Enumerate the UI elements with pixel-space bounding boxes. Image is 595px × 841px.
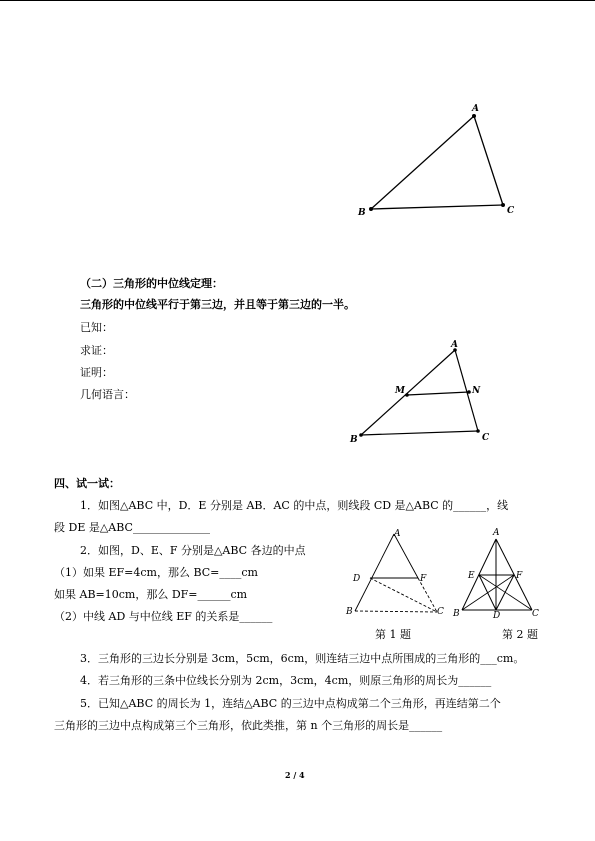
label-e: E: [468, 571, 475, 581]
section-title-try: 四、试一试：: [54, 477, 120, 490]
midline-triangle-figure: [345, 338, 505, 448]
page-number: 2 / 4: [285, 770, 305, 780]
point-c: [476, 429, 480, 433]
point-c: [501, 203, 505, 207]
point-m: [405, 393, 409, 397]
figure-caption-q1: 第 1 题: [375, 628, 411, 641]
question-2-part1: （1）如果 EF=4cm，那么 BC=____cm: [54, 566, 258, 579]
label-c: C: [482, 433, 490, 443]
label-c: C: [507, 206, 515, 216]
label-prove: 求证：: [80, 344, 113, 357]
label-m: M: [395, 386, 405, 396]
label-c: C: [437, 607, 444, 617]
segment-ab: [355, 534, 394, 611]
label-c: C: [532, 609, 539, 618]
question-1-line2: 段 DE 是△ABC______________: [54, 521, 210, 534]
point-b: [359, 433, 363, 437]
point-a: [472, 114, 476, 118]
segment-ac: [394, 534, 418, 578]
question-5-line2: 三角形的三边中点构成第三个三角形，依此类推，第 n 个三角形的周长是______: [54, 719, 443, 732]
segment-ab: [371, 116, 474, 209]
label-a: A: [394, 529, 401, 539]
question-2-part1b: 如果 AB=10cm，那么 DF=______cm: [54, 588, 248, 601]
question-2-figure: [450, 522, 545, 618]
question-3: 3．三角形的三边长分别是 3cm，5cm，6cm，则连结三边中点所围成的三角形的___cm。: [80, 652, 525, 665]
segment-bc-dashed: [355, 611, 437, 612]
figure-caption-q2: 第 2 题: [502, 628, 538, 641]
point-n: [467, 390, 471, 394]
label-n: N: [472, 386, 481, 396]
label-a: A: [493, 528, 500, 538]
question-2-part2: （2）中线 AD 与中位线 EF 的关系是______: [54, 610, 273, 623]
label-f: F: [516, 571, 523, 581]
segment-ac: [474, 116, 503, 205]
label-b: B: [358, 208, 366, 218]
label-b: B: [350, 435, 358, 445]
label-b: B: [453, 609, 460, 618]
segment-bc: [361, 431, 478, 435]
segment-d-c-dashed: [370, 578, 437, 612]
segment-bc: [371, 205, 503, 209]
point-b: [369, 207, 373, 211]
label-b: B: [346, 607, 353, 617]
question-1-line1: 1．如图△ABC 中，D．E 分别是 AB．AC 的中点，则线段 CD 是△ABC 的______，线: [80, 499, 509, 512]
label-f: F: [420, 574, 427, 584]
label-geometric-language: 几何语言：: [80, 388, 135, 401]
segment-mn: [407, 392, 469, 395]
theorem-statement: 三角形的中位线平行于第三边，并且等于第三边的一半。: [80, 298, 355, 311]
label-proof: 证明：: [80, 366, 113, 379]
segment-ab: [361, 350, 455, 435]
question-2-intro: 2．如图，D、E、F 分别是△ABC 各边的中点: [80, 544, 306, 557]
label-d: D: [353, 574, 361, 584]
label-a: A: [472, 104, 479, 114]
label-a: A: [451, 340, 458, 350]
question-4: 4．若三角形的三条中位线长分别为 2cm，3cm，4cm，则原三角形的周长为______: [80, 674, 492, 687]
top-rule: [0, 0, 595, 1]
label-d: D: [493, 611, 501, 618]
label-given: 已知：: [80, 321, 113, 334]
question-5-line1: 5．已知△ABC 的周长为 1，连结△ABC 的三边中点构成第二个三角形，再连结第二个: [80, 697, 501, 710]
question-1-figure: [340, 526, 450, 618]
section-title-midline: （二）三角形的中位线定理：: [80, 277, 223, 290]
triangle-abc-figure: [340, 95, 540, 225]
